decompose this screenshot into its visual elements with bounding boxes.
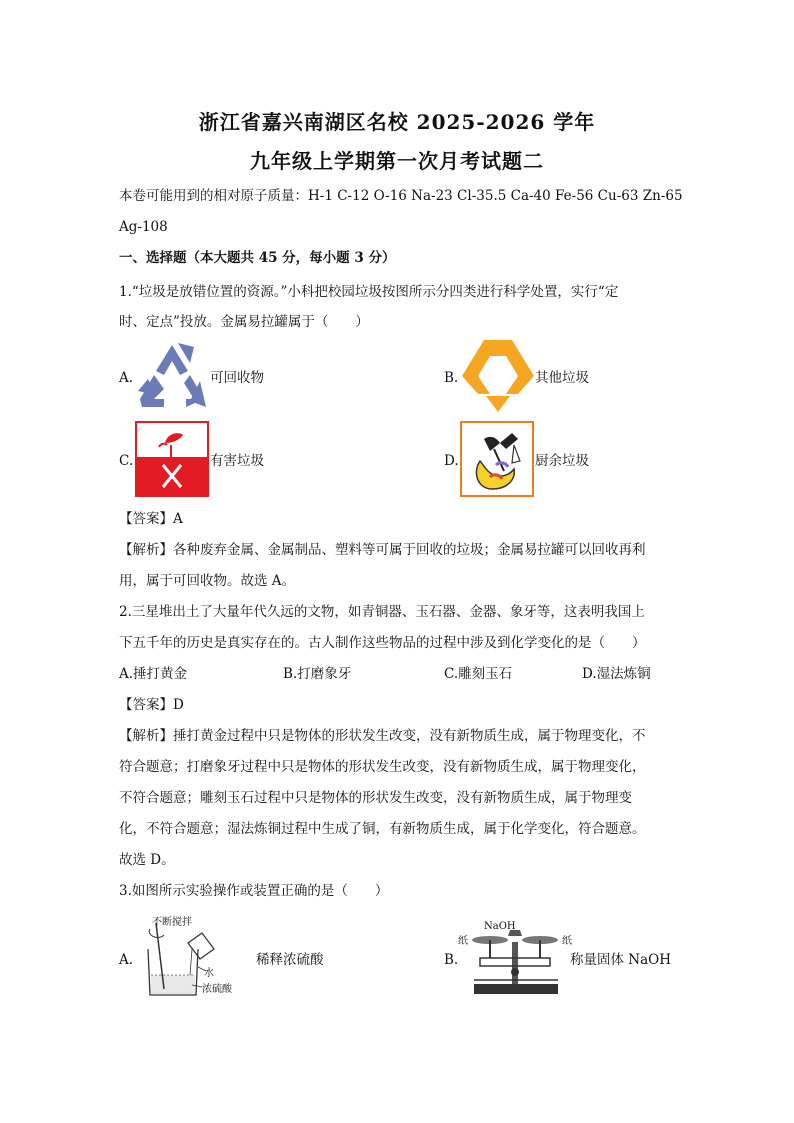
- figure-label-naoh: NaOH: [484, 921, 516, 932]
- q1-option-b-letter: B.: [444, 370, 459, 386]
- q2-option-c: C.雕刻玉石: [444, 666, 513, 682]
- q1-option-b-text: 其他垃圾: [535, 370, 589, 386]
- figure-label-paper-left: 纸: [458, 936, 468, 947]
- hazardous-waste-icon: [135, 421, 209, 497]
- q1-option-c-text: 有害垃圾: [210, 453, 264, 469]
- figure-label-acid: 浓硫酸: [202, 984, 232, 995]
- q1-stem-line2: 时、定点”投放。金属易拉罐属于（ ）: [119, 314, 369, 330]
- q2-stem-line2: 下五千年的历史是真实存在的。古人制作这些物品的过程中涉及到化学变化的是（ ）: [119, 635, 646, 651]
- kitchen-waste-icon: [460, 421, 534, 497]
- section-heading-choice: 一、选择题（本大题共 45 分，每小题 3 分）: [119, 250, 396, 266]
- q3-option-a-letter: A.: [119, 952, 134, 968]
- q1-answer: 【答案】A: [119, 511, 183, 527]
- q3-option-b-text: 称量固体 NaOH: [570, 952, 671, 968]
- q2-analysis-line5: 故选 D。: [119, 852, 175, 868]
- q2-option-a: A.捶打黄金: [119, 666, 188, 682]
- q1-option-d-letter: D.: [444, 453, 459, 469]
- q3-option-a-text: 稀释浓硫酸: [256, 952, 324, 968]
- q1-option-c-letter: C.: [119, 453, 134, 469]
- q1-analysis-line2: 用，属于可回收物。故选 A。: [119, 573, 296, 589]
- q2-answer: 【答案】D: [119, 697, 184, 713]
- q1-analysis-line1: 【解析】各种废弃金属、金属制品、塑料等可属于回收的垃圾；金属易拉罐可以回收再利: [119, 542, 646, 558]
- recycle-icon: [134, 341, 210, 411]
- q1-option-a-letter: A.: [119, 370, 134, 386]
- q2-analysis-line2: 符合题意；打磨象牙过程中只是物体的形状发生改变，没有新物质生成，属于物理变化，: [119, 759, 646, 775]
- other-waste-icon: [460, 338, 536, 414]
- q2-analysis-line1: 【解析】捶打黄金过程中只是物体的形状发生改变，没有新物质生成，属于物理变化，不: [119, 728, 646, 744]
- figure-label-stir: 不断搅拌: [152, 917, 192, 928]
- q1-stem-line1: 1.“垃圾是放错位置的资源。”小科把校园垃圾按图所示分四类进行科学处置，实行“定: [119, 284, 619, 300]
- q1-option-a-text: 可回收物: [210, 370, 264, 386]
- atomic-mass-line1: 本卷可能用到的相对原子质量：H-1 C-12 O-16 Na-23 Cl-35.5 Ca-40 Fe-56 Cu-63 Zn-65: [119, 188, 683, 204]
- q2-option-b: B.打磨象牙: [283, 666, 352, 682]
- q2-stem-line1: 2.三星堆出土了大量年代久远的文物，如青铜器、玉石器、金器、象牙等，这表明我国上: [119, 604, 645, 620]
- q2-option-d: D.湿法炼铜: [582, 666, 651, 682]
- exam-title-line2: 九年级上学期第一次月考试题二: [250, 149, 544, 173]
- q3-option-b-letter: B.: [444, 952, 459, 968]
- q3-stem: 3.如图所示实验操作或装置正确的是（ ）: [119, 883, 389, 899]
- figure-label-water: 水: [204, 968, 214, 979]
- q1-option-d-text: 厨余垃圾: [535, 453, 589, 469]
- atomic-mass-line2: Ag-108: [119, 219, 168, 235]
- q2-analysis-line3: 不符合题意；雕刻玉石过程中只是物体的形状发生改变，没有新物质生成，属于物理变: [119, 790, 632, 806]
- figure-label-paper-right: 纸: [562, 936, 572, 947]
- q2-analysis-line4: 化，不符合题意；湿法炼铜过程中生成了铜，有新物质生成，属于化学变化，符合题意。: [119, 821, 646, 837]
- exam-title-line1: 浙江省嘉兴南湖区名校 2025-2026 学年: [198, 110, 596, 134]
